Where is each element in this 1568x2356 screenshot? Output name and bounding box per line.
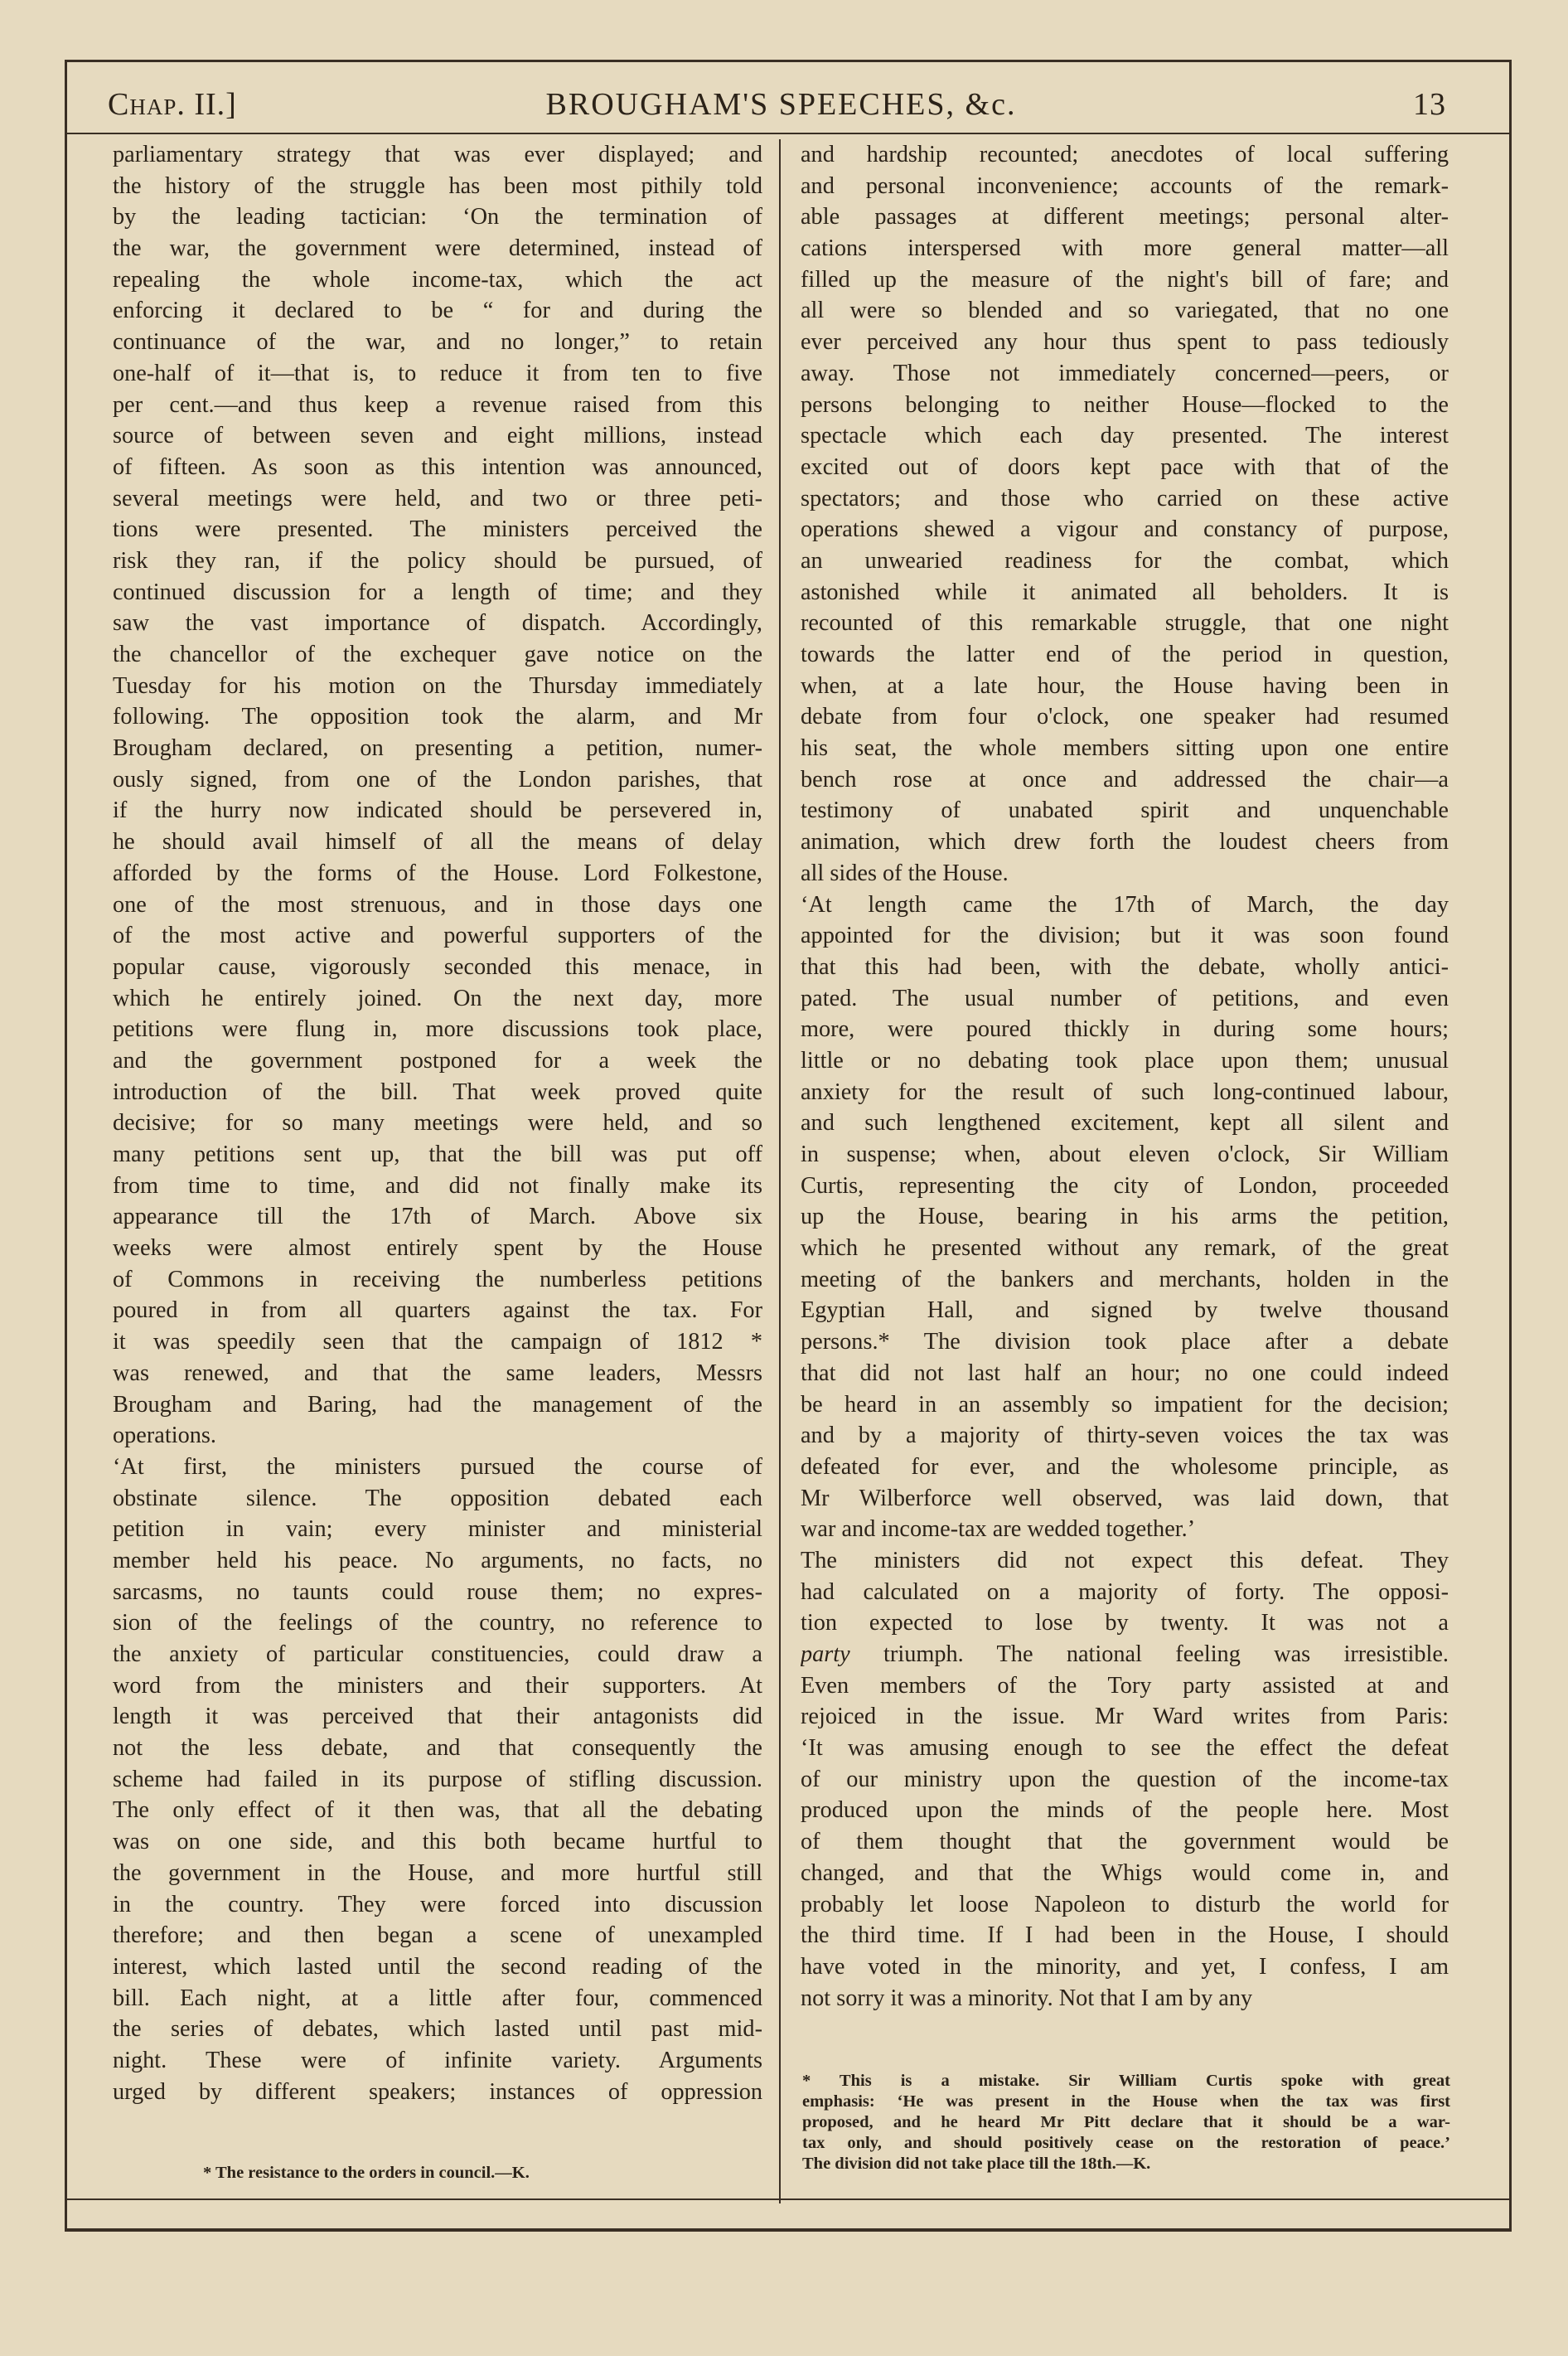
text-line: which he entirely joined. On the next day, more <box>113 985 762 1011</box>
text-line: per cent.—and thus keep a revenue raised from this <box>113 391 762 418</box>
text-line: Even members of the Tory party assisted at and <box>801 1672 1449 1699</box>
chapter-label: Chap. II.] <box>108 87 237 122</box>
text-line: risk they ran, if the policy should be pursued, of <box>113 547 762 574</box>
right-footnote <box>802 2071 1450 2174</box>
text-line: ‘It was amusing enough to see the effect the defeat <box>801 1735 1449 1762</box>
text-line: Egyptian Hall, and signed by twelve thousand <box>801 1297 1449 1324</box>
right-text-column <box>801 139 1449 2014</box>
text-line: in the country. They were forced into discussion <box>113 1891 762 1917</box>
text-line: from time to time, and did not finally make its <box>113 1172 762 1199</box>
text-line: debate from four o'clock, one speaker had resumed <box>801 704 1449 730</box>
outer-frame-left-rule <box>65 60 67 2230</box>
text-line: persons belonging to neither House—flocked to the <box>801 391 1449 418</box>
text-line: parliamentary strategy that was ever displayed; and <box>113 142 762 167</box>
text-line: testimony of unabated spirit and unquenchable <box>801 797 1449 824</box>
text-line: up the House, bearing in his arms the petition, <box>801 1204 1449 1230</box>
text-line: petition in vain; every minister and ministerial <box>113 1516 762 1543</box>
page-number: 13 <box>1413 87 1446 122</box>
text-line: of fifteen. As soon as this intention was announced, <box>113 453 762 480</box>
text-line: recounted of this remarkable struggle, that one night <box>801 610 1449 637</box>
text-line: when, at a late hour, the House having been in <box>801 672 1449 699</box>
text-line: continuance of the war, and no longer,” to retain <box>113 329 762 356</box>
left-footnote: * The resistance to the orders in council.—K. <box>203 2164 530 2182</box>
text-line: party triumph. The national feeling was irresistible. <box>801 1641 1449 1667</box>
text-line: and such lengthened excitement, kept all silent and <box>801 1110 1449 1137</box>
text-line: anxiety for the result of such long-continued labour, <box>801 1079 1449 1105</box>
text-line: in suspense; when, about eleven o'clock, Sir William <box>801 1142 1449 1167</box>
text-line: if the hurry now indicated should be persevered in, <box>113 797 762 824</box>
text-line: not sorry it was a minority. Not that I am by any <box>801 1985 1253 2011</box>
text-line: following. The opposition took the alarm, and Mr <box>113 704 762 730</box>
text-line: Brougham and Baring, had the management of the <box>113 1391 762 1418</box>
text-line: changed, and that the Whigs would come in, and <box>801 1859 1449 1886</box>
text-line: have voted in the minority, and yet, I confess, I am <box>801 1953 1449 1980</box>
text-line: scheme had failed in its purpose of stifling discussion. <box>113 1766 762 1792</box>
text-line: bench rose at once and addressed the chair—a <box>801 766 1449 793</box>
text-line: The only effect of it then was, that all the debating <box>113 1797 762 1824</box>
text-line: of our ministry upon the question of the income-tax <box>801 1766 1449 1792</box>
outer-frame-bottom-rule <box>65 2228 1512 2232</box>
text-line: saw the vast importance of dispatch. Accordingly, <box>113 610 762 637</box>
text-line: length it was perceived that their antagonists did <box>113 1704 762 1730</box>
text-line: interest, which lasted until the second reading of the <box>113 1953 762 1980</box>
footnote-line: emphasis: ‘He was present in the House when the tax was first <box>802 2092 1450 2111</box>
text-line: rejoiced in the issue. Mr Ward writes from Paris: <box>801 1704 1449 1730</box>
header-rule <box>66 133 1510 134</box>
text-line: persons.* The division took place after a debate <box>801 1329 1449 1355</box>
text-line: spectators; and those who carried on these active <box>801 485 1449 511</box>
text-line: spectacle which each day presented. The interest <box>801 423 1449 449</box>
text-line: repealing the whole income-tax, which the act <box>113 266 762 293</box>
text-line: away. Those not immediately concerned—peers, or <box>801 360 1449 386</box>
text-line: popular cause, vigorously seconded this menace, in <box>113 953 762 980</box>
text-line: Brougham declared, on presenting a petition, numer- <box>113 735 762 762</box>
text-line: that did not last half an hour; no one could indeed <box>801 1360 1449 1386</box>
left-text-column <box>113 139 762 2107</box>
text-line: defeated for ever, and the wholesome principle, as <box>801 1453 1449 1480</box>
text-line: afforded by the forms of the House. Lord Folkestone, <box>113 860 762 886</box>
bottom-rule <box>66 2198 1510 2200</box>
text-line: able passages at different meetings; personal alter- <box>801 204 1449 230</box>
text-line: tions were presented. The ministers perceived the <box>113 516 762 543</box>
text-line: operations shewed a vigour and constancy of purpose, <box>801 516 1449 543</box>
text-line: astonished while it animated all beholders. It is <box>801 579 1449 605</box>
text-line: filled up the measure of the night's bill of fare; and <box>801 266 1449 293</box>
text-line: and personal inconvenience; accounts of the remark- <box>801 172 1449 199</box>
text-line: all sides of the House. <box>801 860 1009 886</box>
text-line: meeting of the bankers and merchants, holden in the <box>801 1266 1449 1292</box>
text-line: Tuesday for his motion on the Thursday immediately <box>113 672 762 699</box>
text-line: one of the most strenuous, and in those days one <box>113 891 762 918</box>
text-line: ously signed, from one of the London parishes, that <box>113 766 762 793</box>
text-line: member held his peace. No arguments, no facts, no <box>113 1547 762 1573</box>
text-line: the government in the House, and more hurtful still <box>113 1859 762 1886</box>
text-line: urged by different speakers; instances of oppression <box>113 2078 762 2105</box>
text-line: it was speedily seen that the campaign of 1812 * <box>113 1329 762 1355</box>
text-line: of the most active and powerful supporters of the <box>113 923 762 949</box>
text-line: and hardship recounted; anecdotes of local suffering <box>801 142 1449 167</box>
text-line: an unwearied readiness for the combat, which <box>801 547 1449 574</box>
text-line: sarcasms, no taunts could rouse them; no expres- <box>113 1578 762 1605</box>
text-line: decisive; for so many meetings were held, and so <box>113 1110 762 1137</box>
text-line: appearance till the 17th of March. Above six <box>113 1204 762 1230</box>
text-line: animation, which drew forth the loudest cheers from <box>801 829 1449 856</box>
text-line: many petitions sent up, that the bill was put off <box>113 1142 762 1167</box>
text-line: which he presented without any remark, of the great <box>801 1235 1449 1262</box>
italic-word: party <box>801 1641 850 1667</box>
text-line: the anxiety of particular constituencies, could draw a <box>113 1641 762 1667</box>
running-head <box>108 83 1454 133</box>
outer-frame-top-rule <box>65 60 1512 62</box>
text-line: tion expected to lose by twenty. It was not a <box>801 1610 1449 1636</box>
text-line: cations interspersed with more general matter—all <box>801 235 1449 262</box>
text-line: by the leading tactician: ‘On the termination of <box>113 204 762 230</box>
footnote-line: * This is a mistake. Sir William Curtis spoke with great <box>802 2072 1450 2090</box>
text-line: war and income-tax are wedded together.’ <box>801 1516 1196 1543</box>
text-line: and the government postponed for a week the <box>113 1047 762 1074</box>
text-line: the chancellor of the exchequer gave notice on the <box>113 642 762 667</box>
text-line: towards the latter end of the period in question, <box>801 642 1449 667</box>
text-line: source of between seven and eight millions, instead <box>113 423 762 449</box>
footnote-line: The division did not take place till the 18th.—K. <box>802 2155 1151 2173</box>
text-line: pated. The usual number of petitions, and even <box>801 985 1449 1011</box>
text-line: one-half of it—that is, to reduce it from ten to five <box>113 360 762 386</box>
text-line: Mr Wilberforce well observed, was laid down, that <box>801 1485 1449 1511</box>
page-title: BROUGHAM'S SPEECHES, &c. <box>545 87 1017 122</box>
footnote-line: proposed, and he heard Mr Pitt declare that it should be a war- <box>802 2113 1450 2131</box>
text-line: petitions were flung in, more discussions took place, <box>113 1016 762 1043</box>
outer-frame-right-rule <box>1509 60 1512 2230</box>
text-line: that this had been, with the debate, wholly antici- <box>801 953 1449 980</box>
text-line: of them thought that the government would be <box>801 1829 1449 1855</box>
text-line: all were so blended and so variegated, that no one <box>801 298 1449 324</box>
text-line: probably let loose Napoleon to disturb the world for <box>801 1891 1449 1917</box>
text-line: little or no debating took place upon them; unusual <box>801 1047 1449 1074</box>
text-line: Curtis, representing the city of London, proceeded <box>801 1172 1449 1199</box>
text-line: night. These were of infinite variety. Arguments <box>113 2047 762 2073</box>
text-line: ever perceived any hour thus spent to pass tediously <box>801 329 1449 356</box>
text-line: his seat, the whole members sitting upon one entire <box>801 735 1449 762</box>
text-line: word from the ministers and their supporters. At <box>113 1672 762 1699</box>
text-line: weeks were almost entirely spent by the House <box>113 1235 762 1262</box>
text-line: operations. <box>113 1423 216 1449</box>
text-line: introduction of the bill. That week proved quite <box>113 1079 762 1105</box>
text-line: of Commons in receiving the numberless petitions <box>113 1266 762 1292</box>
text-line: was renewed, and that the same leaders, Messrs <box>113 1360 762 1386</box>
text-line: excited out of doors kept pace with that of the <box>801 453 1449 480</box>
text-line: ‘At length came the 17th of March, the day <box>801 891 1449 918</box>
text-line: appointed for the division; but it was soon found <box>801 923 1449 949</box>
text-line: the series of debates, which lasted until past mid- <box>113 2016 762 2043</box>
text-line: produced upon the minds of the people here. Most <box>801 1797 1449 1824</box>
text-line: be heard in an assembly so impatient for the decision; <box>801 1391 1449 1418</box>
text-line: The ministers did not expect this defeat. They <box>801 1547 1449 1573</box>
text-line: enforcing it declared to be “ for and during the <box>113 298 762 324</box>
text-line: not the less debate, and that consequently the <box>113 1735 762 1762</box>
text-line: sion of the feelings of the country, no reference to <box>113 1610 762 1636</box>
text-line: more, were poured thickly in during some hours; <box>801 1016 1449 1043</box>
footnote-line: tax only, and should positively cease on the restoration of peace.’ <box>802 2134 1450 2152</box>
text-line: obstinate silence. The opposition debated each <box>113 1485 762 1511</box>
column-divider <box>779 139 781 2203</box>
text-line: and by a majority of thirty-seven voices the tax was <box>801 1423 1449 1449</box>
text-line: was on one side, and this both became hurtful to <box>113 1829 762 1855</box>
text-line: poured in from all quarters against the tax. For <box>113 1297 762 1324</box>
text-line: he should avail himself of all the means of delay <box>113 829 762 856</box>
text-line: the history of the struggle has been most pithily told <box>113 172 762 199</box>
text-line: bill. Each night, at a little after four, commenced <box>113 1985 762 2011</box>
text-line: several meetings were held, and two or three peti- <box>113 485 762 511</box>
text-line: had calculated on a majority of forty. The opposi- <box>801 1578 1449 1605</box>
text-line: the third time. If I had been in the House, I should <box>801 1922 1449 1949</box>
text-line: ‘At first, the ministers pursued the course of <box>113 1453 762 1480</box>
text-line: continued discussion for a length of time; and they <box>113 579 762 605</box>
text-line: therefore; and then began a scene of unexampled <box>113 1922 762 1949</box>
text-line: the war, the government were determined, instead of <box>113 235 762 262</box>
